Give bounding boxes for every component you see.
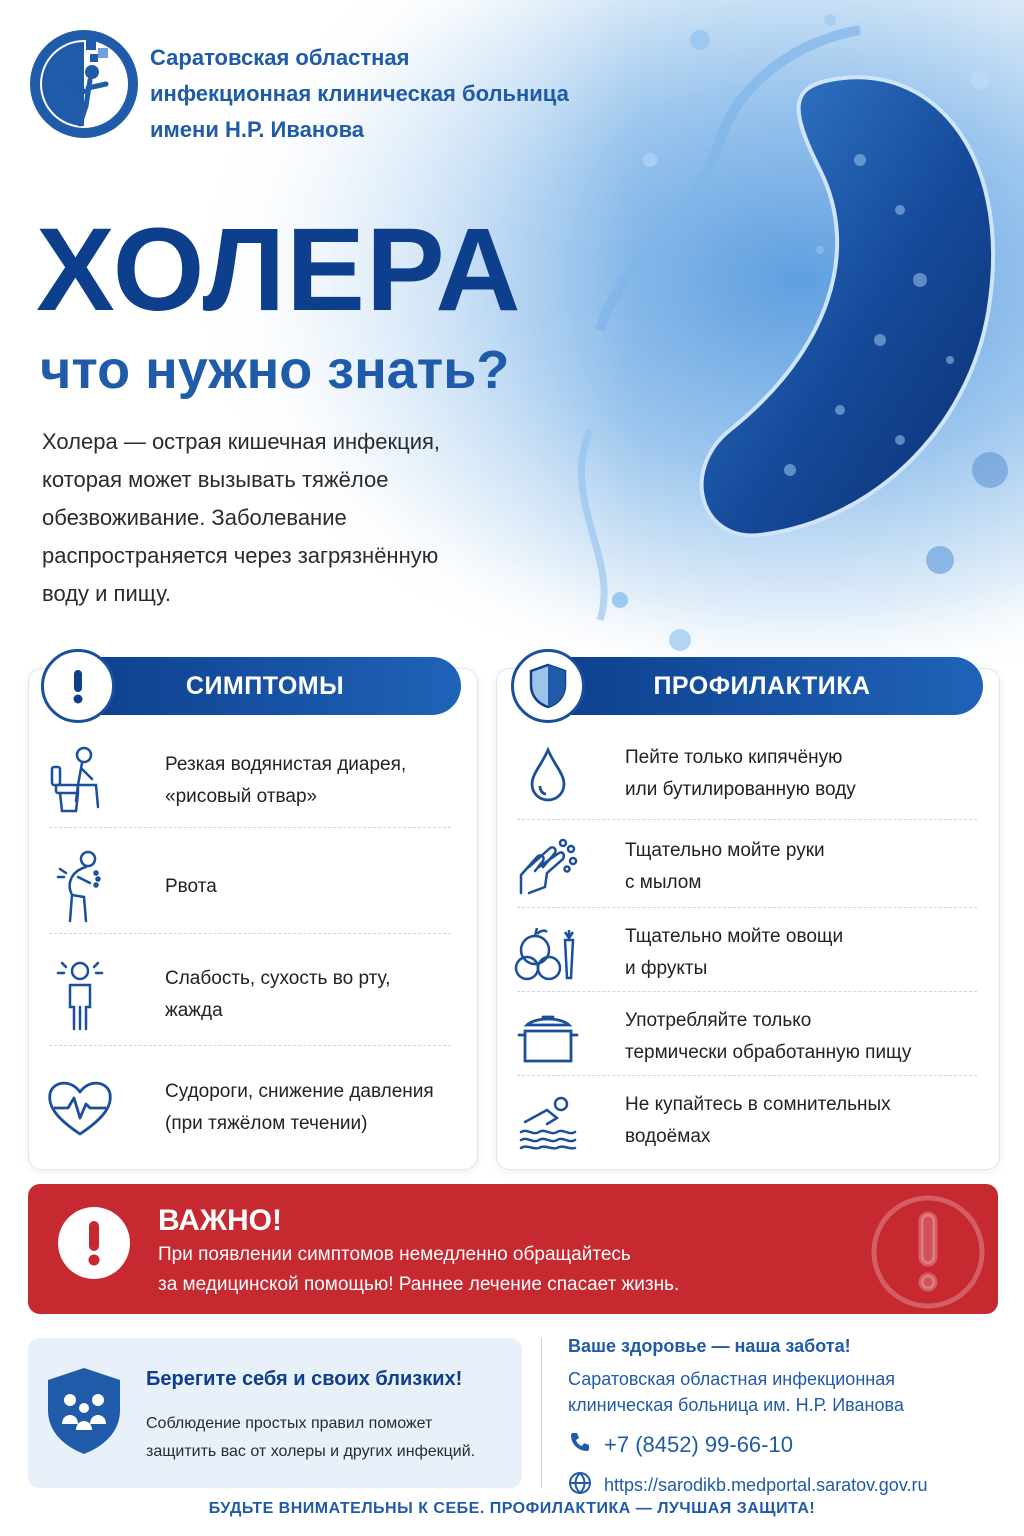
divider [517,991,977,992]
phone-row[interactable] [568,1430,1008,1459]
symptom-text: Резкая водянистая диарея, [165,754,407,775]
fruits-vegetables-icon [503,924,593,982]
intro-line: воду и пищу. [42,581,172,606]
exclamation-icon [41,649,115,723]
symptoms-card [28,668,478,1170]
prevention-item [503,911,843,995]
prevention-text: или бутилированную воду [625,779,856,800]
divider [517,819,977,820]
website-row[interactable] [568,1471,1008,1500]
water-drop-icon [503,746,593,802]
symptom-item [35,1055,434,1161]
hospital-logo [28,28,140,140]
important-banner [28,1184,998,1314]
divider [517,907,977,908]
hand-washing-icon [503,837,593,897]
phone-icon [568,1430,592,1459]
alert-line: При появлении симптомов немедленно обращайтесь [158,1244,631,1265]
weak-person-icon [35,957,125,1033]
divider [49,933,451,934]
intro-line: Холера — острая кишечная инфекция, [42,429,441,454]
care-title: Берегите себя и своих близких! [146,1368,463,1390]
org-name-line: инфекционная клиническая больница [150,81,569,106]
prevention-text: Тщательно мойте овощи [625,926,844,947]
prevention-item [503,995,911,1079]
org-name-line: имени Н.Р. Иванова [150,117,365,142]
prevention-text: и фрукты [625,958,708,979]
contacts-org [568,1366,1008,1418]
care-line: Соблюдение простых правил поможет [146,1415,433,1432]
alert-text [158,1240,679,1300]
symptom-text: Судороги, снижение давления [165,1081,434,1102]
prevention-text: водоёмах [625,1126,711,1147]
contacts-org-line: клиническая больница им. Н.Р. Иванова [568,1395,904,1415]
alert-title: ВАЖНО! [158,1204,282,1237]
watermark-exclamation-icon [868,1192,988,1314]
family-shield-icon [44,1366,124,1461]
org-name [150,40,670,148]
prevention-item [503,1079,891,1163]
prevention-item [503,729,856,819]
intro-line: которая может вызывать тяжёлое [42,467,389,492]
contacts-block [568,1332,1008,1500]
symptoms-header [69,657,461,715]
divider [49,827,451,828]
shield-icon [511,649,585,723]
symptoms-title: СИМПТОМЫ [185,671,345,700]
toilet-person-icon [35,745,125,817]
org-name-line: Саратовская областная [150,45,410,70]
symptom-text: жажда [165,1000,223,1021]
care-box [28,1338,522,1488]
intro-line: обезвоживание. Заболевание [42,505,347,530]
slogan: Ваше здоровье — наша забота! [568,1336,851,1356]
heart-pulse-icon [35,1078,125,1138]
symptom-text: (при тяжёлом течении) [165,1113,368,1134]
symptom-item [35,731,406,831]
cooking-pot-icon [503,1009,593,1065]
alert-icon [58,1207,130,1279]
care-line: защитить вас от холеры и других инфекций. [146,1443,476,1460]
prevention-header [541,657,983,715]
footer-divider [541,1338,542,1488]
symptom-item [35,837,217,937]
symptom-text: Слабость, сухость во рту, [165,968,391,989]
globe-icon [568,1471,592,1500]
poster-title: ХОЛЕРА [36,204,522,336]
prevention-title: ПРОФИЛАКТИКА [653,671,871,700]
symptom-text: Рвота [165,876,217,897]
prevention-text: Тщательно мойте руки [625,840,825,861]
intro-line: распространяется через загрязнённую [42,543,439,568]
intro-text [42,423,522,613]
symptom-text: «рисовый отвар» [165,786,318,807]
bottom-slogan: БУДЬТЕ ВНИМАТЕЛЬНЫ К СЕБЕ. ПРОФИЛАКТИКА — ЛУЧШАЯ ЗАЩИТА! [208,1500,816,1517]
vomiting-person-icon [35,849,125,925]
swimmer-icon [503,1092,593,1150]
divider [49,1045,451,1046]
prevention-card [496,668,1000,1170]
alert-line: за медицинской помощью! Раннее лечение спасает жизнь. [158,1274,680,1295]
website-link[interactable]: https://sarodikb.medportal.saratov.gov.ru [604,1475,928,1495]
prevention-text: термически обработанную пищу [625,1042,912,1063]
prevention-item [503,825,825,909]
prevention-text: Не купайтесь в сомнительных [625,1094,891,1115]
prevention-text: с мылом [625,872,702,893]
poster-subtitle: что нужно знать? [40,340,510,400]
prevention-text: Употребляйте только [625,1010,812,1031]
care-text [146,1410,475,1466]
phone-number[interactable]: +7 (8452) 99-66-10 [604,1431,793,1457]
prevention-text: Пейте только кипячёную [625,747,843,768]
contacts-org-line: Саратовская областная инфекционная [568,1369,895,1389]
divider [517,1075,977,1076]
symptom-item [35,943,390,1047]
